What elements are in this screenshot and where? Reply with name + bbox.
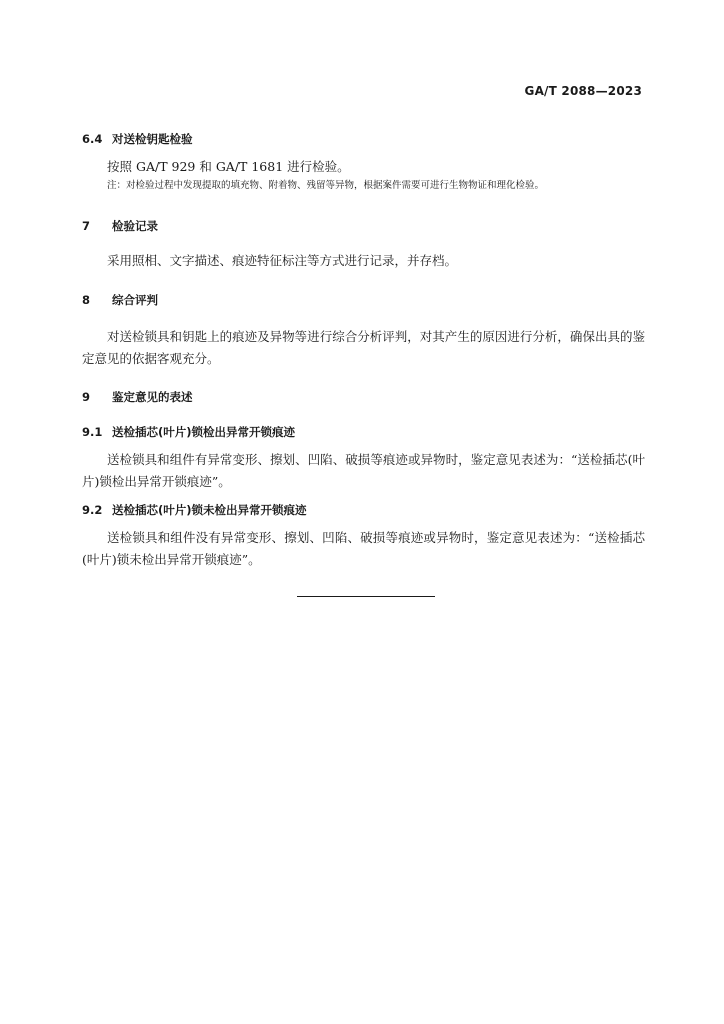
section-number: 6.4 [82,132,103,146]
section-6-4-heading [82,131,193,147]
section-number: 9.1 [82,425,103,439]
section-9-2-heading [82,502,307,518]
section-title: 鉴定意见的表述 [112,390,193,404]
section-number: 8 [82,293,91,307]
section-title: 送检插芯(叶片)锁未检出异常开锁痕迹 [112,503,307,517]
section-8-heading [82,292,158,308]
section-number: 9 [82,390,91,404]
section-title: 送检插芯(叶片)锁检出异常开锁痕迹 [112,425,296,439]
section-7-heading [82,218,158,234]
section-7-body: 采用照相、文字描述、痕迹特征标注等方式进行记录，并存档。 [107,253,458,268]
section-title: 对送检钥匙检验 [112,132,193,146]
section-title: 综合评判 [112,293,158,307]
standard-code: GA/T 2088—2023 [524,84,642,98]
section-9-1-heading [82,424,295,440]
section-6-4-note: 注：对检验过程中发现提取的填充物、附着物、残留等异物，根据案件需要可进行生物物证和理化检验。 [107,180,545,191]
section-9-2-body: 送检锁具和组件没有异常变形、擦划、凹陷、破损等痕迹或异物时，鉴定意见表述为：“送检插芯(叶片)锁未检出异常开锁痕迹”。 [82,530,645,567]
section-9-1-body: 送检锁具和组件有异常变形、擦划、凹陷、破损等痕迹或异物时，鉴定意见表述为：“送检插芯(叶片)锁检出异常开锁痕迹”。 [82,452,645,489]
end-of-document-rule [297,596,435,597]
section-9-heading [82,389,193,405]
section-8-body: 对送检锁具和钥匙上的痕迹及异物等进行综合分析评判，对其产生的原因进行分析，确保出具的鉴定意见的依据客观充分。 [82,329,645,366]
section-title: 检验记录 [112,219,158,233]
section-number: 9.2 [82,503,103,517]
section-6-4-body: 按照 GA/T 929 和 GA/T 1681 进行检验。 [107,159,350,174]
section-number: 7 [82,219,91,233]
